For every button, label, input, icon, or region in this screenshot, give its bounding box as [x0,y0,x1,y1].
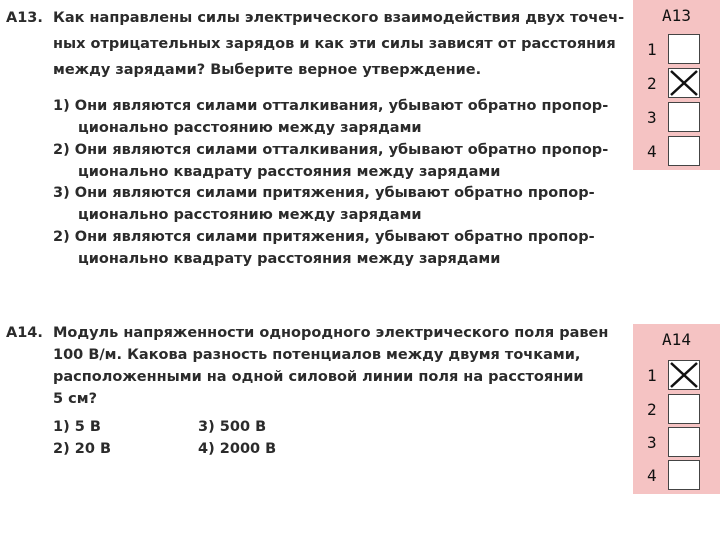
answer-checkbox-1[interactable] [668,360,700,390]
option-line: 3) Они являются силами притяжения, убывают обратно пропор- [53,185,595,201]
option-line: 1) Они являются силами отталкивания, убывают обратно пропор- [53,98,609,114]
question-text-line: Модуль напряженности однородного электрического поля равен [53,325,609,341]
answer-label: 1 [647,40,657,59]
cross-mark-icon [669,361,699,389]
answer-label: 1 [647,366,657,385]
option-line: ционально квадрату расстояния между зарядами [78,251,501,267]
answer-checkbox-4[interactable] [668,136,700,166]
option-line: 4) 2000 В [198,441,277,457]
question-text-line: расположенными на одной силовой линии поля на расстоянии [53,369,584,385]
answer-checkbox-2[interactable] [668,394,700,424]
answer-panel-title: А13 [662,6,691,25]
answer-row-4 [633,136,720,166]
answer-panel-title: А14 [662,330,691,349]
answer-checkbox-2[interactable] [668,68,700,98]
option-line: 2) Они являются силами притяжения, убывают обратно пропор- [53,229,595,245]
option-line: ционально квадрату расстояния между зарядами [78,164,501,180]
option-line: 3) 500 В [198,419,267,435]
option-line: 2) Они являются силами отталкивания, убывают обратно пропор- [53,142,609,158]
question-text-line: 100 В/м. Какова разность потенциалов между двумя точками, [53,347,581,363]
option-line: 2) 20 В [53,441,112,457]
question-a14 [6,323,618,463]
answer-row-3 [633,102,720,132]
answer-label: 3 [647,433,657,452]
answer-row-3 [633,427,720,457]
answer-panel-a14 [633,324,720,494]
answer-panel-a13 [633,0,720,170]
question-number: А14. [6,325,43,341]
answer-checkbox-3[interactable] [668,102,700,132]
answer-checkbox-1[interactable] [668,34,700,64]
answer-label: 2 [647,74,657,93]
cross-mark-icon [669,69,699,97]
answer-row-1 [633,360,720,390]
answer-checkbox-4[interactable] [668,460,700,490]
answer-label: 4 [647,142,657,161]
answer-row-4 [633,460,720,490]
answer-row-1 [633,34,720,64]
option-line: 1) 5 В [53,419,101,435]
question-text-line: Как направлены силы электрического взаимодействия двух точеч- [53,10,625,26]
option-line: ционально расстоянию между зарядами [78,207,422,223]
answer-label: 4 [647,466,657,485]
question-number: А13. [6,10,43,26]
question-text-line: 5 см? [53,391,97,407]
question-text-line: между зарядами? Выберите верное утверждение. [53,62,482,78]
question-text-line: ных отрицательных зарядов и как эти силы зависят от расстояния [53,36,616,52]
answer-label: 3 [647,108,657,127]
option-line: циональнo расстоянию между зарядами [78,120,422,136]
question-a13 [6,8,625,268]
answer-checkbox-3[interactable] [668,427,700,457]
answer-row-2 [633,394,720,424]
answer-row-2 [633,68,720,98]
answer-label: 2 [647,400,657,419]
